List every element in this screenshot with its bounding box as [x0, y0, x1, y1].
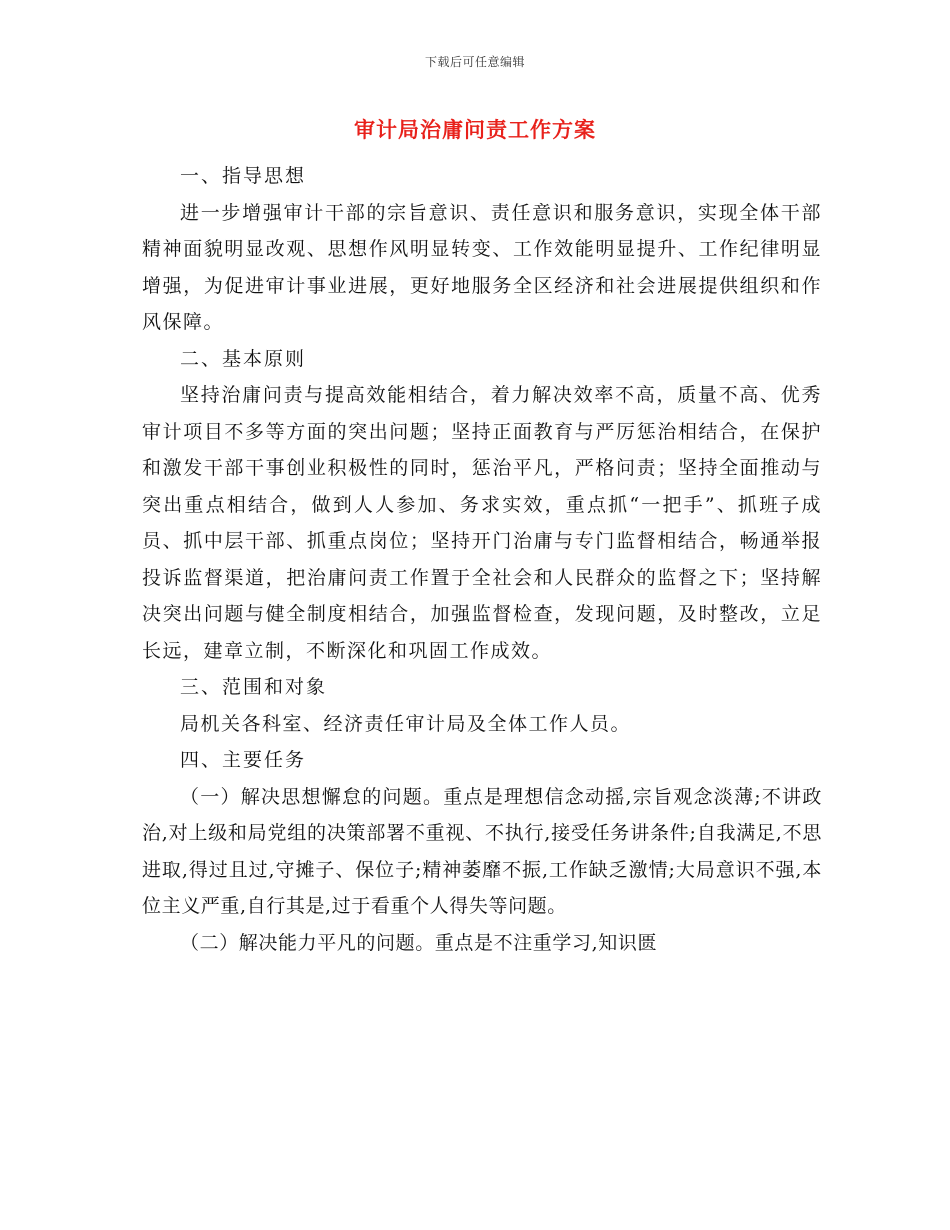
paragraph-guiding-ideology: 进一步增强审计干部的宗旨意识、责任意识和服务意识，实现全体干部精神面貌明显改观、思想作风明显转变、工作效能明显提升、工作纪律明显增强，为促进审计事业进展，更好地服务全区经济和社会进展提供组织和作风保障。	[142, 201, 822, 333]
section-heading-scope: 三、范围和对象	[180, 676, 328, 698]
section-heading-main-tasks: 四、主要任务	[180, 749, 307, 771]
document-body	[142, 158, 822, 961]
paragraph-scope: 局机关各科室、经济责任审计局及全体工作人员。	[180, 712, 632, 735]
paragraph-basic-principles: 坚持治庸问责与提高效能相结合，着力解决效率不高，质量不高、优秀审计项目不多等方面的突出问题；坚持正面教育与严厉惩治相结合，在保护和激发干部干事创业积极性的同时，惩治平凡，严格问责；坚持全面推动与突出重点相结合，做到人人参加、务求实效，重点抓“一把手”、抓班子成员、抓中层干部、抓重点岗位；坚持开门治庸与专门监督相结合，畅通举报投诉监督渠道，把治庸问责工作置于全社会和人民群众的监督之下；坚持解决突出问题与健全制度相结合，加强监督检查，发现问题，及时整改，立足长远，建章立制，不断深化和巩固工作成效。	[142, 384, 822, 662]
section-heading-guiding-ideology: 一、指导思想	[180, 165, 307, 187]
paragraph-task-2: （二）解决能力平凡的问题。重点是不注重学习,知识匮	[180, 931, 658, 954]
document-title: 审计局治庸问责工作方案	[354, 117, 596, 142]
section-heading-basic-principles: 二、基本原则	[180, 347, 307, 370]
header-note: 下载后可任意编辑	[424, 55, 525, 69]
paragraph-task-1: （一）解决思想懈怠的问题。重点是理想信念动摇,宗旨观念淡薄;不讲政治,对上级和局党组的决策部署不重视、不执行,接受任务讲条件;自我满足,不思进取,得过且过,守摊子、保位子;精神萎靡不振,工作缺乏激情;大局意识不强,本位主义严重,自行其是,过于看重个人得失等问题。	[142, 785, 822, 917]
